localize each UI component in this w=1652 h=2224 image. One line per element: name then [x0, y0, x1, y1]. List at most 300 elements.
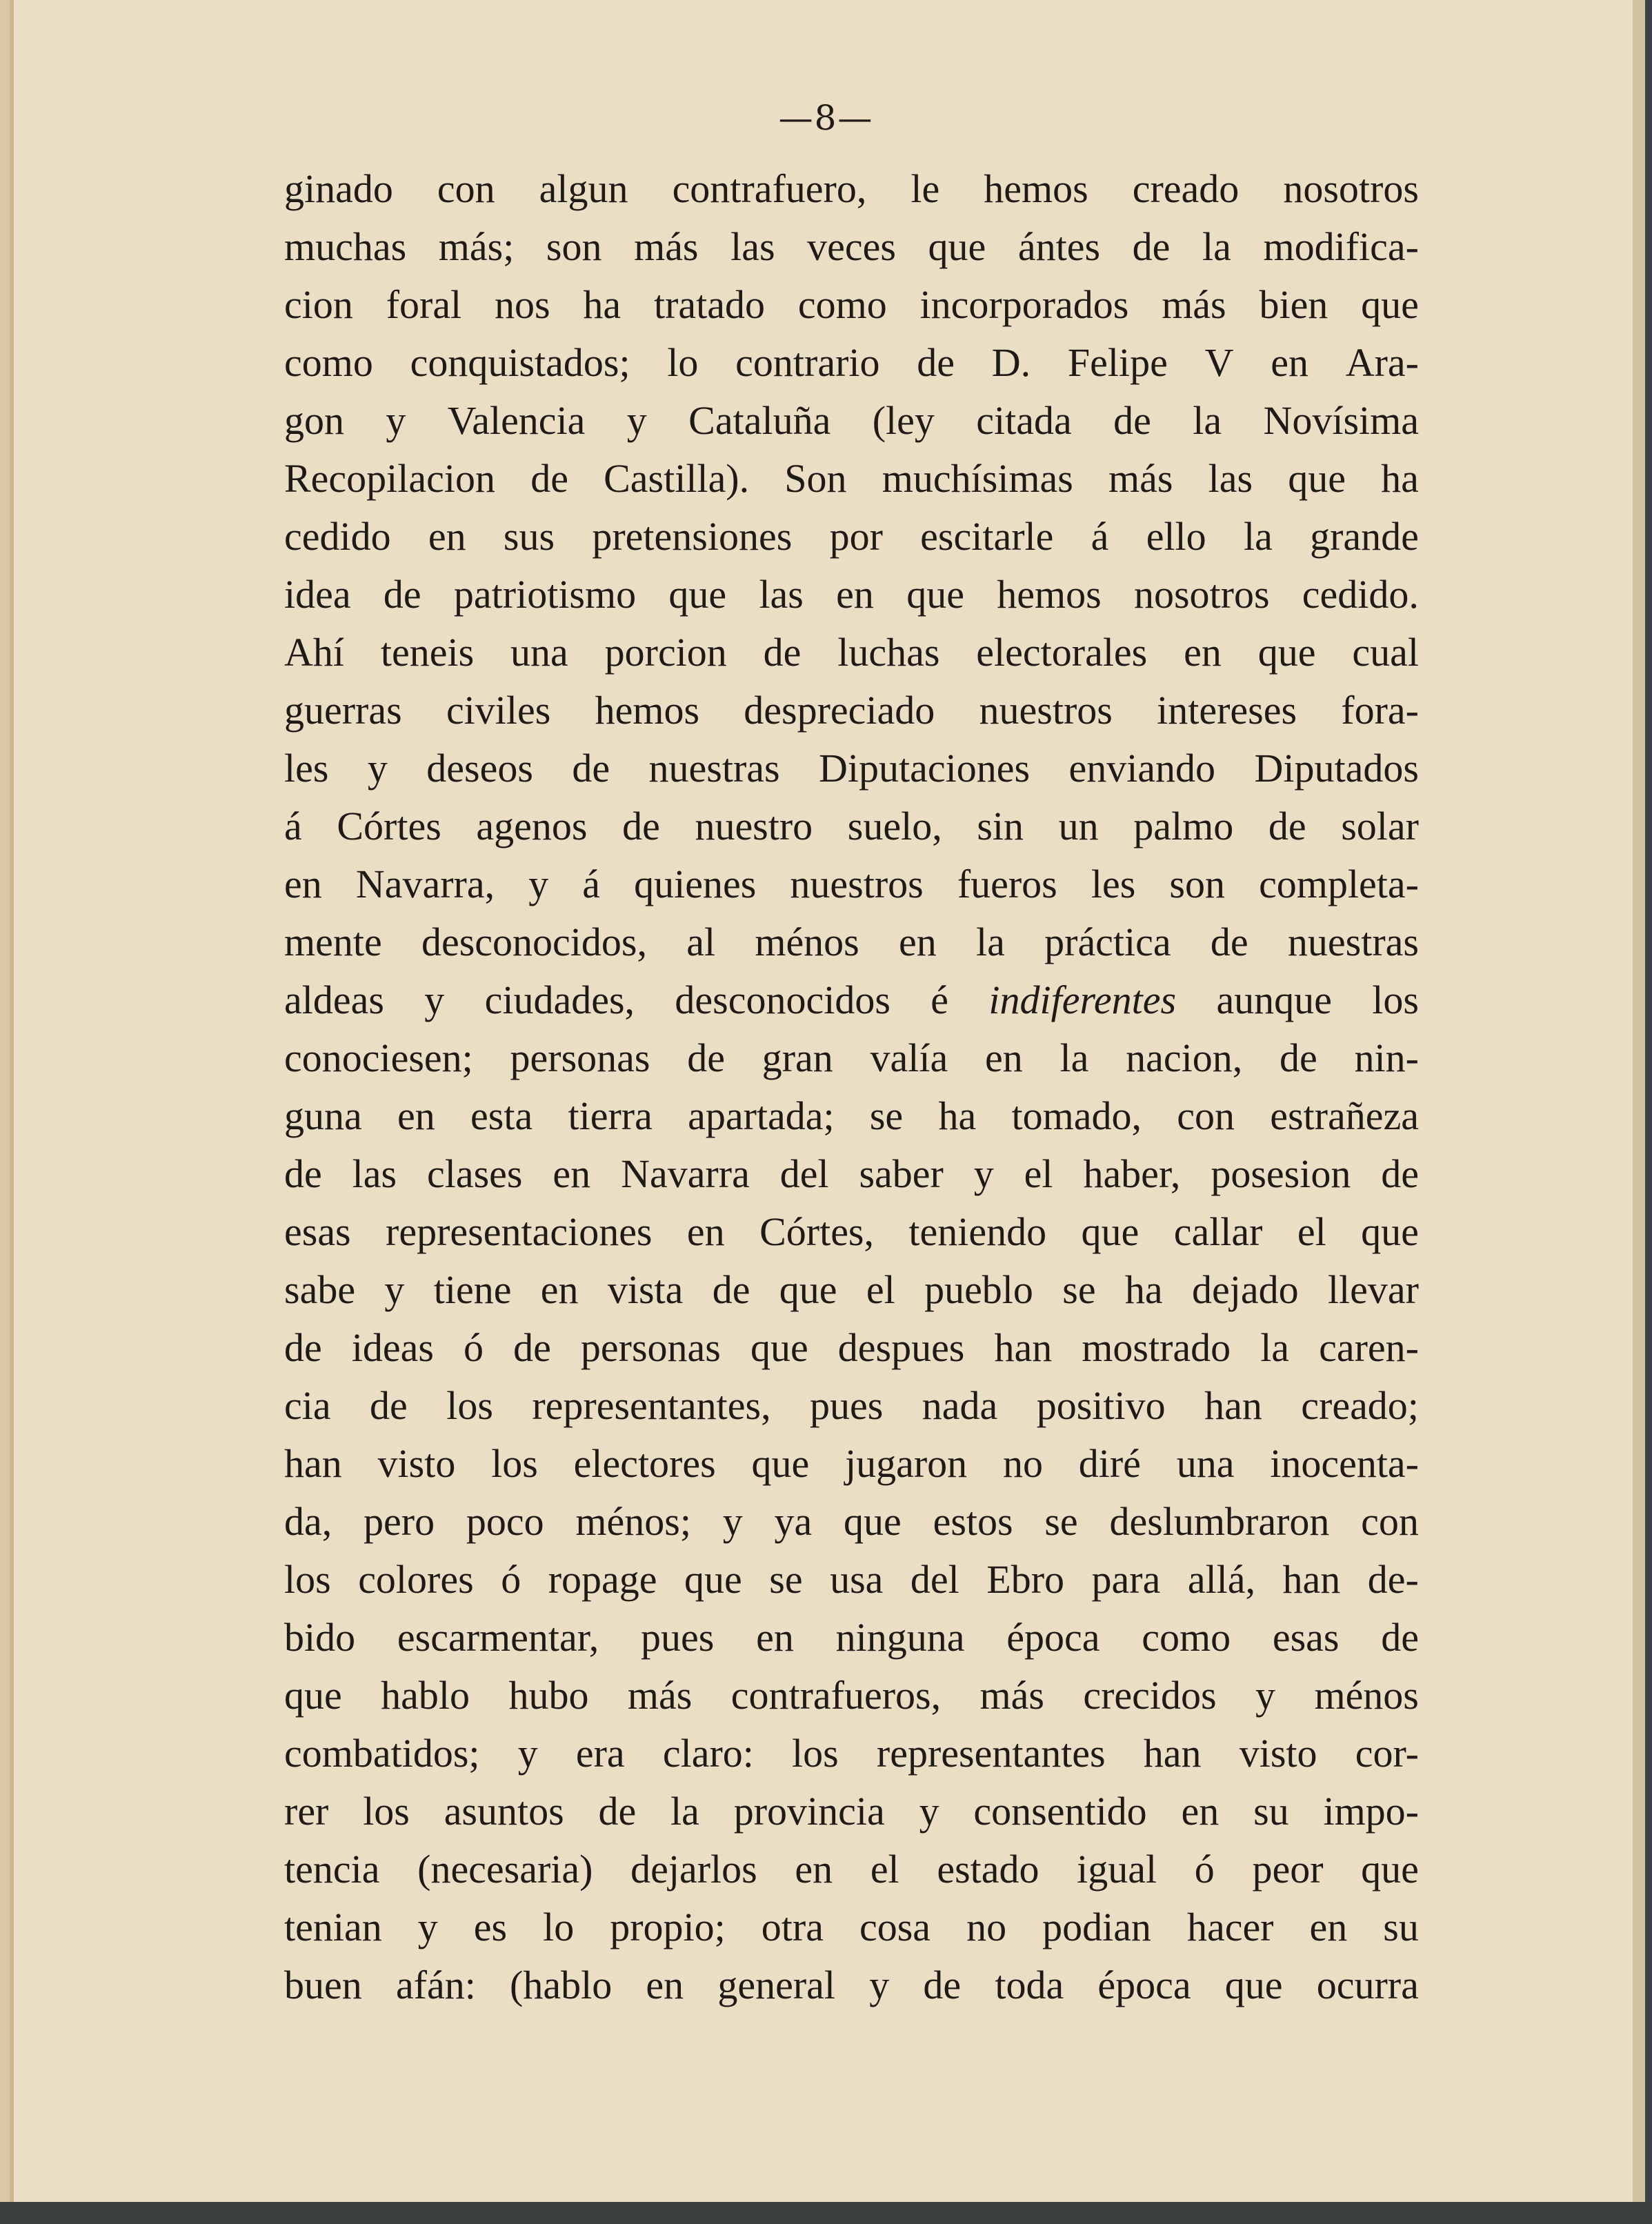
word: pueblo [924, 1267, 1033, 1312]
word: haber, [1083, 1151, 1181, 1196]
word: Córtes, [759, 1209, 875, 1254]
word: é [931, 977, 949, 1022]
word: ó [1194, 1847, 1215, 1892]
word: época [1006, 1615, 1100, 1660]
word: la [1243, 514, 1273, 559]
word: mente [284, 920, 382, 964]
word: hubo [508, 1673, 589, 1718]
text-line [284, 1898, 1419, 1956]
word: callar [1173, 1209, 1263, 1254]
word: creado [1132, 166, 1240, 211]
word: creado; [1301, 1383, 1419, 1428]
word: muchísimas [882, 456, 1073, 501]
word: posesion [1211, 1151, 1351, 1196]
word: dejado [1191, 1267, 1299, 1312]
word: Ara- [1345, 340, 1419, 385]
word: que [1361, 282, 1419, 327]
word: le [910, 166, 940, 211]
word: que [906, 572, 964, 617]
word: Diputaciones [819, 746, 1031, 791]
word: conquistados; [410, 340, 630, 385]
word: saber [859, 1151, 944, 1196]
word: provincia [733, 1789, 885, 1834]
word: otra [761, 1905, 824, 1949]
text-line [284, 624, 1419, 682]
word: sus [503, 514, 555, 559]
word: que [750, 1325, 808, 1370]
word: de [1132, 224, 1171, 269]
word: y [919, 1789, 939, 1834]
word: dejarlos [630, 1847, 757, 1892]
word: general [717, 1963, 836, 2007]
word: que [1081, 1209, 1140, 1254]
word: desconocidos [675, 977, 890, 1022]
word: ginado [284, 166, 393, 211]
word: se [869, 1093, 904, 1138]
word: en [1184, 630, 1222, 675]
word: representantes [876, 1731, 1106, 1776]
word: la [1202, 224, 1231, 269]
word: toda [995, 1963, 1064, 2007]
word: (necesaria) [417, 1847, 593, 1892]
word: contrafueros, [730, 1673, 942, 1718]
word: en [553, 1151, 591, 1196]
word: de [712, 1267, 750, 1312]
word: nada [922, 1383, 998, 1428]
text-line [284, 566, 1419, 624]
word: gran [762, 1035, 833, 1080]
word: fora- [1341, 688, 1419, 733]
word: lo [543, 1905, 575, 1949]
word: claro: [662, 1731, 754, 1776]
word: en [795, 1847, 833, 1892]
word: nacion, [1126, 1035, 1243, 1080]
word: ménos; [575, 1499, 691, 1544]
page-right-edge [1645, 0, 1652, 2224]
page-right-margin [1633, 0, 1645, 2224]
word: Córtes [337, 804, 441, 848]
word: nosotros [1283, 166, 1419, 211]
text-line [284, 1493, 1419, 1551]
word: en [1309, 1905, 1348, 1949]
word: guerras [284, 688, 402, 733]
word: como [284, 340, 373, 385]
word: grande [1310, 514, 1419, 559]
word: y [517, 1731, 538, 1776]
word: consentido [973, 1789, 1147, 1834]
text-line [284, 1435, 1419, 1493]
word: que [1361, 1847, 1419, 1892]
word: los [284, 1557, 331, 1602]
word: que [684, 1557, 742, 1602]
word: muchas [284, 224, 407, 269]
word: por [829, 514, 883, 559]
word: ménos [1314, 1673, 1419, 1718]
word: y [1255, 1673, 1276, 1718]
word: como [797, 282, 887, 327]
word: porcion [604, 630, 727, 675]
word: colores [358, 1557, 474, 1602]
word: ocurra [1316, 1963, 1419, 2007]
word: han [1282, 1557, 1341, 1602]
word: cedido. [1302, 572, 1419, 617]
word: de- [1367, 1557, 1419, 1602]
word: buen [284, 1963, 362, 2007]
word: completa- [1259, 862, 1419, 906]
word: deslumbraron [1109, 1499, 1330, 1544]
text-line [284, 392, 1419, 450]
word: en [1181, 1789, 1220, 1834]
word: la [976, 920, 1005, 964]
text-line [284, 508, 1419, 566]
word: un [1058, 804, 1099, 848]
word: más [979, 1673, 1044, 1718]
word: (ley [872, 398, 935, 443]
word: más [1108, 456, 1173, 501]
word: nuestras [1287, 920, 1419, 964]
word: la [670, 1789, 699, 1834]
word: ninguna [835, 1615, 965, 1660]
text-line [284, 682, 1419, 739]
word: y [528, 862, 549, 906]
word: contrafuero, [672, 166, 867, 211]
word: contrario [735, 340, 880, 385]
word: palmo [1133, 804, 1234, 848]
word: que [1361, 1209, 1419, 1254]
word: de [370, 1383, 408, 1428]
word: las [759, 572, 804, 617]
word: no [1002, 1441, 1043, 1486]
word: hemos [997, 572, 1102, 617]
word: nuestros [979, 688, 1113, 733]
body-text [284, 160, 1419, 2014]
word: y [367, 746, 388, 791]
word: ha [1381, 456, 1419, 501]
word: el [866, 1267, 895, 1312]
text-line [284, 1319, 1419, 1377]
word: y [626, 398, 647, 443]
word: que [751, 1441, 810, 1486]
word: sabe [284, 1267, 356, 1312]
word: de [284, 1151, 322, 1196]
word: deseos [426, 746, 533, 791]
word: podian [1042, 1905, 1151, 1949]
word: en [686, 1209, 725, 1254]
word: ó [464, 1325, 484, 1370]
word: que [284, 1673, 342, 1718]
word: en [540, 1267, 579, 1312]
word: electorales [976, 630, 1148, 675]
word: Castilla). [604, 456, 750, 501]
word: combatidos; [284, 1731, 480, 1776]
word: nuestro [695, 804, 813, 848]
word: ó [501, 1557, 521, 1602]
word: nin- [1354, 1035, 1419, 1080]
word: tratado [654, 282, 766, 327]
word: son [546, 224, 602, 269]
text-line [284, 1203, 1419, 1261]
word: los [792, 1731, 839, 1776]
word: y [722, 1499, 743, 1544]
word: los [363, 1789, 410, 1834]
word: Felipe [1067, 340, 1168, 385]
text-line [284, 1261, 1419, 1319]
word: patriotismo [453, 572, 637, 617]
word: que [1288, 456, 1346, 501]
word: más [634, 224, 699, 269]
word: de [383, 572, 421, 617]
word: han [994, 1325, 1053, 1370]
word: enviando [1068, 746, 1216, 791]
word: igual [1077, 1847, 1157, 1892]
word: se [1044, 1499, 1078, 1544]
word: tiene [433, 1267, 512, 1312]
text-line [284, 1956, 1419, 2014]
word: aldeas [284, 977, 384, 1022]
word: Navarra, [355, 862, 495, 906]
text-line [284, 334, 1419, 392]
word: que [844, 1499, 902, 1544]
word: para [1091, 1557, 1161, 1602]
word: y [386, 398, 406, 443]
word: indiferentes [988, 977, 1177, 1022]
word: esta [470, 1093, 533, 1138]
word: hemos [595, 688, 700, 733]
word: de [923, 1963, 962, 2007]
word: inocenta- [1270, 1441, 1419, 1486]
word: pues [640, 1615, 715, 1660]
word: incorporados [919, 282, 1129, 327]
word: Cataluña [688, 398, 831, 443]
word: práctica [1044, 920, 1171, 964]
word: su [1383, 1905, 1419, 1949]
text-line [284, 797, 1419, 855]
word: se [769, 1557, 803, 1602]
word: el [1024, 1151, 1053, 1196]
word: de [1381, 1615, 1419, 1660]
word: y [417, 1905, 438, 1949]
word: en [428, 514, 466, 559]
word: agenos [476, 804, 588, 848]
word: ciudades, [484, 977, 635, 1022]
word: tencia [284, 1847, 380, 1892]
word: la [1059, 1035, 1089, 1080]
word: asuntos [444, 1789, 564, 1834]
word: ropage [548, 1557, 657, 1602]
word: peor [1252, 1847, 1324, 1892]
word: de [513, 1325, 551, 1370]
word: fueros [957, 862, 1057, 906]
word: de [598, 1789, 637, 1834]
word: vista [607, 1267, 684, 1312]
word: nosotros [1133, 572, 1270, 617]
word: han [1143, 1731, 1202, 1776]
word: llevar [1327, 1267, 1419, 1312]
word: las [352, 1151, 397, 1196]
word: en [899, 920, 937, 964]
word: estrañeza [1270, 1093, 1419, 1138]
word: nuestros [790, 862, 924, 906]
word: sin [977, 804, 1024, 848]
word: más [627, 1673, 693, 1718]
word: poco [466, 1499, 544, 1544]
word: su [1253, 1789, 1289, 1834]
word: en [397, 1093, 435, 1138]
word: ya [774, 1499, 813, 1544]
word: Novísima [1263, 398, 1419, 443]
word: allá, [1187, 1557, 1256, 1602]
word: pero [364, 1499, 435, 1544]
word: cual [1352, 630, 1419, 675]
word: veces [807, 224, 896, 269]
text-line [284, 450, 1419, 508]
word: la [1193, 398, 1222, 443]
word: aunque [1216, 977, 1332, 1022]
word: modifica- [1263, 224, 1419, 269]
text-line [284, 1725, 1419, 1783]
word: representaciones [386, 1209, 653, 1254]
word: hablo [381, 1673, 470, 1718]
text-line [284, 218, 1419, 276]
word: Diputados [1254, 746, 1419, 791]
word: visto [377, 1441, 456, 1486]
word: son [1169, 862, 1225, 906]
word: luchas [837, 630, 940, 675]
word: de [1113, 398, 1151, 443]
word: en [1271, 340, 1308, 385]
word: á [1091, 514, 1109, 559]
word: civiles [446, 688, 551, 733]
word: de [572, 746, 610, 791]
word: de [763, 630, 802, 675]
word: el [870, 1847, 899, 1892]
word: las [730, 224, 775, 269]
word: idea [284, 572, 351, 617]
word: pues [810, 1383, 884, 1428]
word: más; [438, 224, 515, 269]
word: que [779, 1267, 837, 1312]
word: los [491, 1441, 538, 1486]
word: pretensiones [592, 514, 793, 559]
page-left-edge [0, 0, 10, 2224]
word: D. [991, 340, 1031, 385]
word: propio; [610, 1905, 726, 1949]
word: tenian [284, 1905, 382, 1949]
word: representantes, [532, 1383, 771, 1428]
text-line [284, 971, 1419, 1029]
word: los [446, 1383, 493, 1428]
word: teneis [380, 630, 475, 675]
word: el [1297, 1209, 1326, 1254]
word: teniendo [908, 1209, 1047, 1254]
word: con [437, 166, 495, 211]
word: ha [1124, 1267, 1163, 1312]
word: bido [284, 1615, 356, 1660]
word: Recopilacion [284, 456, 496, 501]
word: da, [284, 1499, 332, 1544]
word: nos [495, 282, 550, 327]
text-line [284, 855, 1419, 913]
word: que [1224, 1963, 1283, 2007]
word: suelo, [847, 804, 942, 848]
word: conociesen; [284, 1035, 473, 1080]
word: caren- [1319, 1325, 1419, 1370]
word: mostrado [1082, 1325, 1231, 1370]
word: de [917, 340, 955, 385]
word: despues [837, 1325, 965, 1370]
word: han [284, 1441, 342, 1486]
word: apartada; [688, 1093, 835, 1138]
word: hemos [984, 166, 1088, 211]
word: cosa [859, 1905, 931, 1949]
word: como [1142, 1615, 1231, 1660]
word: despreciado [744, 688, 935, 733]
word: positivo [1036, 1383, 1166, 1428]
text-line [284, 160, 1419, 218]
word: de [1268, 804, 1306, 848]
word: jugaron [845, 1441, 968, 1486]
word: les [284, 746, 329, 791]
word: Navarra [621, 1151, 750, 1196]
word: afán: [395, 1963, 476, 2007]
word: de [1279, 1035, 1317, 1080]
word: ello [1146, 514, 1206, 559]
word: en [836, 572, 874, 617]
page-bottom-edge [0, 2202, 1652, 2224]
word: cion [284, 282, 353, 327]
word: de [1381, 1151, 1419, 1196]
word: se [1062, 1267, 1096, 1312]
word: Ahí [284, 630, 344, 675]
word: escitarle [920, 514, 1054, 559]
word: han [1204, 1383, 1262, 1428]
word: y [384, 1267, 405, 1312]
word: visto [1239, 1731, 1317, 1776]
word: es [473, 1905, 508, 1949]
word: ha [938, 1093, 977, 1138]
text-line [284, 1029, 1419, 1087]
word: foral [386, 282, 462, 327]
page-number: —8— [778, 98, 874, 138]
text-line [284, 1145, 1419, 1203]
word: estado [937, 1847, 1039, 1892]
word: crecidos [1083, 1673, 1217, 1718]
word: con [1177, 1093, 1235, 1138]
word: de [530, 456, 568, 501]
word: les [1091, 862, 1136, 906]
word: á [284, 804, 302, 848]
word: tomado, [1011, 1093, 1142, 1138]
word: clases [427, 1151, 523, 1196]
word: intereses [1157, 688, 1297, 733]
word: en [985, 1035, 1023, 1080]
word: personas [510, 1035, 650, 1080]
word: estos [933, 1499, 1013, 1544]
word: una [510, 630, 568, 675]
text-line [284, 913, 1419, 971]
word: algun [539, 166, 628, 211]
word: con [1361, 1499, 1419, 1544]
text-line [284, 1551, 1419, 1609]
word: de [687, 1035, 725, 1080]
word: Valencia [447, 398, 586, 443]
word: ménos [755, 920, 859, 964]
text-line [284, 1377, 1419, 1435]
word: ideas [351, 1325, 434, 1370]
page-left-shadow [10, 0, 14, 2224]
word: era [575, 1731, 625, 1776]
word: ántes [1017, 224, 1101, 269]
